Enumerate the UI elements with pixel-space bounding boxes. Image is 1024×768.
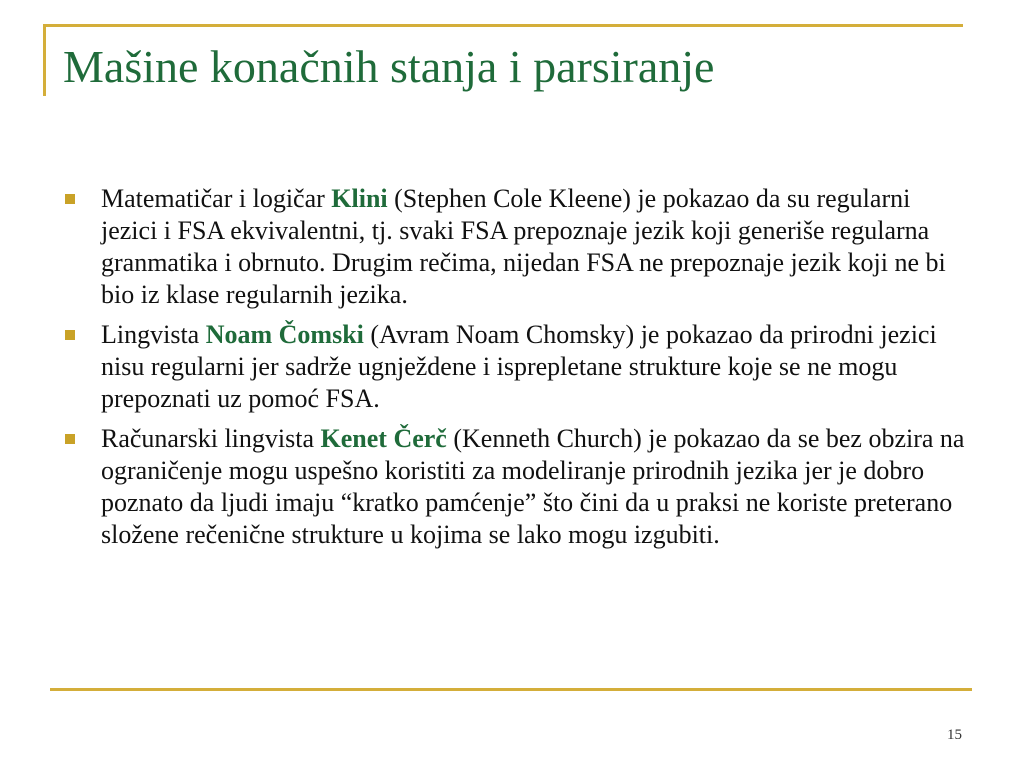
slide-title: Mašine konačnih stanja i parsiranje: [63, 41, 715, 92]
bullet-list: [60, 183, 970, 551]
square-bullet-icon: [65, 194, 75, 204]
bullet-item-kleene: [60, 183, 970, 311]
bullet-text-after: (Kenneth Church) je pokazao da se bez obzira na ograničenje mogu uspešno koristiti za modeliranje prirodnih jezika jer je dobro poznato da ljudi imaju “kratko pamćenje” što čini da u praksi ne koriste preterano složene rečenične strukture u kojima se lako mogu izgubiti.: [101, 424, 965, 549]
bullet-item-chomsky: [60, 319, 970, 415]
bullet-text-before: Računarski lingvista: [101, 424, 321, 453]
footer-divider: [50, 688, 972, 691]
highlighted-name: Kenet Čerč: [320, 424, 447, 453]
bullet-text-before: Matematičar i logičar: [101, 184, 332, 213]
bullet-text-after: (Stephen Cole Kleene) je pokazao da su regularni jezici i FSA ekvivalentni, tj. svaki FSA prepoznaje jezik koji generiše regularna granmatika i obrnuto. Drugim rečima, nijedan FSA ne prepoznaje jezik koji ne bi bio iz klase regularnih jezika.: [101, 184, 946, 309]
square-bullet-icon: [65, 330, 75, 340]
title-frame-top-line: [43, 24, 963, 27]
highlighted-name: Klini: [331, 184, 388, 213]
highlighted-name: Noam Čomski: [205, 320, 364, 349]
bullet-text-after: (Avram Noam Chomsky) je pokazao da prirodni jezici nisu regularni jer sadrže ugnježdene i isprepletane strukture koje se ne mogu prepoznati uz pomoć FSA.: [101, 320, 937, 413]
bullet-item-church: [60, 423, 970, 551]
page-number: 15: [947, 727, 962, 743]
square-bullet-icon: [65, 434, 75, 444]
title-frame-left-line: [43, 24, 46, 96]
bullet-text-before: Lingvista: [101, 320, 206, 349]
slide-content: [60, 183, 970, 559]
